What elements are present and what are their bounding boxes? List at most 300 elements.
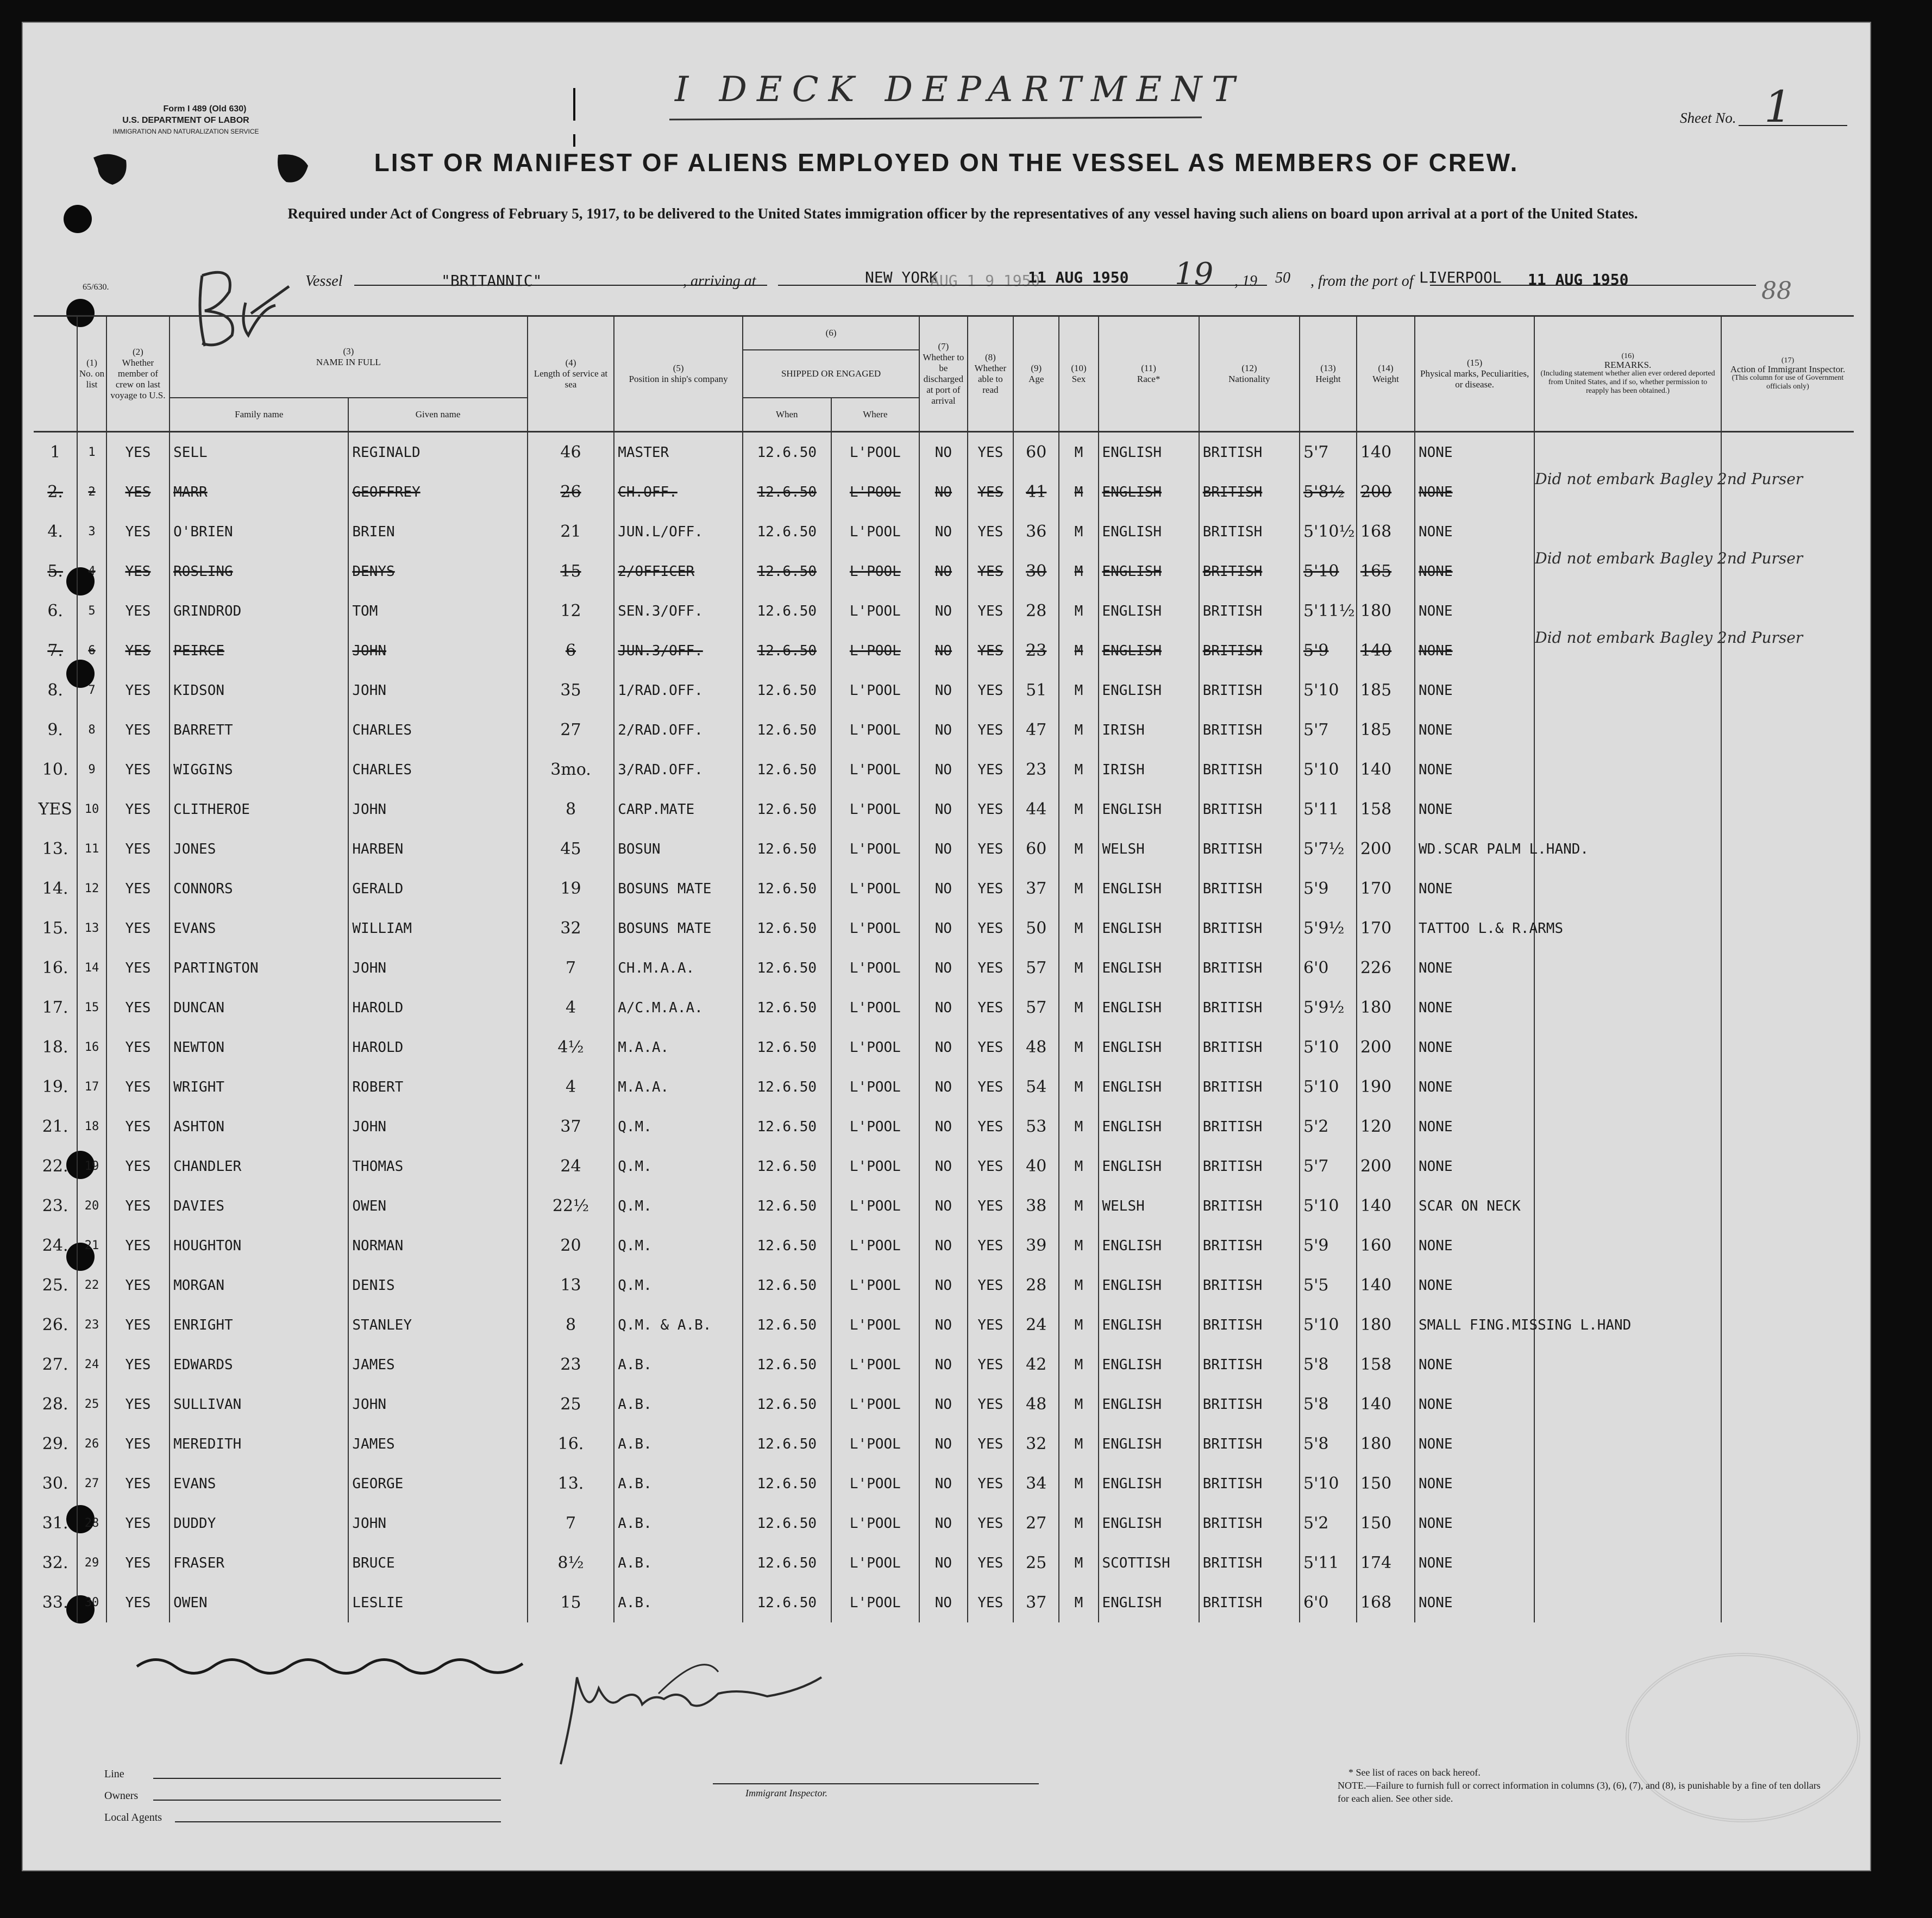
service-length: 35 (528, 670, 614, 710)
weight: 140 (1357, 1186, 1415, 1226)
inspector-action (1721, 1583, 1854, 1622)
discharged: NO (919, 512, 968, 551)
discharged: NO (919, 1583, 968, 1622)
sex: M (1059, 869, 1098, 908)
sheet-number: 1 (1764, 82, 1792, 132)
given-name: JOHN (348, 631, 527, 670)
reference-number: 65/630. (83, 283, 109, 292)
race: ENGLISH (1099, 869, 1199, 908)
margin-number: 4. (34, 512, 77, 551)
inspector-action (1721, 512, 1854, 551)
sex: M (1059, 1424, 1098, 1464)
remarks (1534, 1107, 1721, 1146)
height: 5'10 (1300, 1186, 1357, 1226)
line-label: Line (104, 1768, 124, 1780)
able-to-read: YES (968, 789, 1013, 829)
remarks (1534, 670, 1721, 710)
remarks (1534, 470, 1803, 512)
table-row (34, 908, 1854, 948)
owners-label: Owners (104, 1790, 139, 1802)
discharged: NO (919, 789, 968, 829)
col-num: (17) (1781, 356, 1795, 365)
sex: M (1059, 1146, 1098, 1186)
weight: 200 (1357, 829, 1415, 869)
service-length: 3mo. (528, 750, 614, 789)
height: 5'10 (1300, 1067, 1357, 1107)
table-row (34, 1265, 1854, 1305)
family-name: EVANS (170, 1464, 348, 1503)
weight: 165 (1357, 551, 1415, 591)
vessel-row (115, 256, 1854, 294)
inspector-action (1721, 869, 1854, 908)
race: ENGLISH (1099, 551, 1199, 591)
sex: M (1059, 1503, 1098, 1543)
departure-port: LIVERPOOL (1419, 268, 1502, 286)
race: IRISH (1099, 750, 1199, 789)
col-num: (10) (1071, 363, 1087, 373)
col-header: SHIPPED OR ENGAGED (781, 368, 881, 379)
position: 3/RAD.OFF. (614, 750, 743, 789)
weight: 150 (1357, 1503, 1415, 1543)
discharged: NO (919, 908, 968, 948)
weight: 200 (1357, 1027, 1415, 1067)
age: 23 (1013, 631, 1059, 670)
shipped-where: L'POOL (831, 551, 920, 591)
shipped-where: L'POOL (831, 1345, 920, 1384)
inspector-action (1721, 1027, 1854, 1067)
remarks (1534, 948, 1721, 988)
able-to-read: YES (968, 988, 1013, 1027)
given-name: HARBEN (348, 829, 527, 869)
age: 47 (1013, 710, 1059, 750)
arriving-label: , arriving at (683, 273, 756, 290)
age: 54 (1013, 1067, 1059, 1107)
height: 5'9 (1300, 1226, 1357, 1265)
service-length: 25 (528, 1384, 614, 1424)
age: 25 (1013, 1543, 1059, 1583)
margin-number: 15. (34, 908, 77, 948)
margin-number: 6. (34, 591, 77, 631)
list-number: 3 (77, 512, 106, 551)
able-to-read: YES (968, 1384, 1013, 1424)
nationality: BRITISH (1199, 591, 1300, 631)
physical-marks: NONE (1415, 551, 1534, 591)
race: ENGLISH (1099, 1067, 1199, 1107)
list-number: 27 (77, 1464, 106, 1503)
physical-marks: NONE (1415, 1384, 1534, 1424)
list-number: 29 (77, 1543, 106, 1583)
col-num: (7) (938, 341, 949, 352)
col-num: (16) (1621, 352, 1634, 360)
remarks (1534, 1345, 1721, 1384)
shipped-when: 12.6.50 (743, 472, 831, 512)
shipped-where: L'POOL (831, 472, 920, 512)
margin-number: 21. (34, 1107, 77, 1146)
prior-voyage: YES (106, 1503, 170, 1543)
physical-marks: NONE (1415, 1424, 1534, 1464)
weight: 185 (1357, 670, 1415, 710)
sex: M (1059, 1543, 1098, 1583)
height: 5'11½ (1300, 591, 1357, 631)
margin-number: 2. (34, 472, 77, 512)
able-to-read: YES (968, 869, 1013, 908)
discharged: NO (919, 1027, 968, 1067)
prior-voyage: YES (106, 710, 170, 750)
sex: M (1059, 1027, 1098, 1067)
discharged: NO (919, 710, 968, 750)
shipped-where: L'POOL (831, 1305, 920, 1345)
list-number: 7 (77, 670, 106, 710)
shipped-when: 12.6.50 (743, 988, 831, 1027)
table-row (34, 829, 1854, 869)
sex: M (1059, 789, 1098, 829)
shipped-where: L'POOL (831, 1186, 920, 1226)
given-name: CHARLES (348, 710, 527, 750)
inspector-action (1721, 1464, 1854, 1503)
weight: 140 (1357, 1384, 1415, 1424)
sex: M (1059, 1384, 1098, 1424)
nationality: BRITISH (1199, 1543, 1300, 1583)
given-name: CHARLES (348, 750, 527, 789)
remarks (1534, 1186, 1721, 1226)
table-row (34, 948, 1854, 988)
list-number: 13 (77, 908, 106, 948)
col-num: (15) (1466, 358, 1483, 368)
table-row (34, 1424, 1854, 1464)
family-name: GRINDROD (170, 591, 348, 631)
family-name: HOUGHTON (170, 1226, 348, 1265)
sex: M (1059, 551, 1098, 591)
table-row (34, 1067, 1854, 1107)
height: 5'10 (1300, 1464, 1357, 1503)
nationality: BRITISH (1199, 1067, 1300, 1107)
family-name: MORGAN (170, 1265, 348, 1305)
service-length: 16. (528, 1424, 614, 1464)
able-to-read: YES (968, 432, 1013, 473)
nationality: BRITISH (1199, 1186, 1300, 1226)
position: JUN.3/OFF. (614, 631, 743, 670)
able-to-read: YES (968, 1107, 1013, 1146)
physical-marks: NONE (1415, 789, 1534, 829)
race: ENGLISH (1099, 1464, 1199, 1503)
departure-date: 11 AUG 1950 (1528, 271, 1629, 289)
prior-voyage: YES (106, 631, 170, 670)
table-row (34, 1345, 1854, 1384)
list-number: 1 (77, 432, 106, 473)
discharged: NO (919, 1107, 968, 1146)
weight: 226 (1357, 948, 1415, 988)
table-row (34, 1107, 1854, 1146)
discharged: NO (919, 1503, 968, 1543)
sex: M (1059, 591, 1098, 631)
form-number: Form I 489 (Old 630) (163, 104, 247, 114)
remarks (1534, 750, 1721, 789)
service-length: 7 (528, 1503, 614, 1543)
physical-marks: NONE (1415, 432, 1534, 473)
physical-marks: NONE (1415, 1583, 1534, 1622)
prior-voyage: YES (106, 1265, 170, 1305)
inspector-action (1721, 472, 1854, 512)
remarks (1534, 1146, 1721, 1186)
position: M.A.A. (614, 1067, 743, 1107)
shipped-when: 12.6.50 (743, 869, 831, 908)
given-name: HAROLD (348, 1027, 527, 1067)
physical-marks: NONE (1415, 1464, 1534, 1503)
position: CH.OFF. (614, 472, 743, 512)
height: 5'7 (1300, 432, 1357, 473)
table-row (34, 670, 1854, 710)
age: 30 (1013, 551, 1059, 591)
given-name: GEORGE (348, 1464, 527, 1503)
able-to-read: YES (968, 1146, 1013, 1186)
nationality: BRITISH (1199, 908, 1300, 948)
margin-number: 23. (34, 1186, 77, 1226)
margin-number: 22. (34, 1146, 77, 1186)
position: Q.M. (614, 1265, 743, 1305)
prior-voyage: YES (106, 1345, 170, 1384)
nationality: BRITISH (1199, 948, 1300, 988)
able-to-read: YES (968, 1226, 1013, 1265)
discharged: NO (919, 432, 968, 473)
inspector-action (1721, 631, 1854, 670)
inspector-action (1721, 789, 1854, 829)
race: ENGLISH (1099, 1305, 1199, 1345)
sex: M (1059, 1226, 1098, 1265)
col-subheader: When (743, 398, 831, 432)
department-underline (669, 115, 1213, 126)
race: ENGLISH (1099, 908, 1199, 948)
prior-voyage: YES (106, 948, 170, 988)
physical-marks: WD.SCAR PALM L.HAND. (1415, 829, 1534, 869)
remarks (1534, 512, 1721, 551)
table-row (34, 631, 1854, 670)
height: 5'7 (1300, 1146, 1357, 1186)
prior-voyage: YES (106, 1067, 170, 1107)
age: 37 (1013, 869, 1059, 908)
sex: M (1059, 988, 1098, 1027)
age: 60 (1013, 432, 1059, 473)
remarks (1534, 1226, 1721, 1265)
shipped-where: L'POOL (831, 1146, 920, 1186)
shipped-where: L'POOL (831, 432, 920, 473)
immigrant-inspector-label: Immigrant Inspector. (745, 1788, 827, 1798)
shipped-when: 12.6.50 (743, 1305, 831, 1345)
table-row (34, 591, 1854, 631)
shipped-where: L'POOL (831, 869, 920, 908)
sex: M (1059, 1464, 1098, 1503)
vessel-label: Vessel (305, 273, 343, 290)
shipped-when: 12.6.50 (743, 1583, 831, 1622)
able-to-read: YES (968, 1186, 1013, 1226)
weight: 180 (1357, 1305, 1415, 1345)
shipped-where: L'POOL (831, 1384, 920, 1424)
nationality: BRITISH (1199, 869, 1300, 908)
race: ENGLISH (1099, 1583, 1199, 1622)
margin-number: 17. (34, 988, 77, 1027)
family-name: DUNCAN (170, 988, 348, 1027)
race: ENGLISH (1099, 1503, 1199, 1543)
able-to-read: YES (968, 1503, 1013, 1543)
margin-number: 25. (34, 1265, 77, 1305)
physical-marks: NONE (1415, 869, 1534, 908)
physical-marks: NONE (1415, 591, 1534, 631)
physical-marks: NONE (1415, 512, 1534, 551)
discharged: NO (919, 1265, 968, 1305)
col-header: Physical marks, Peculiarities, or disease. (1420, 368, 1529, 390)
margin-number: 8. (34, 670, 77, 710)
prior-voyage: YES (106, 1583, 170, 1622)
list-number: 2 (77, 472, 106, 512)
given-name: STANLEY (348, 1305, 527, 1345)
sex: M (1059, 908, 1098, 948)
margin-number: 18. (34, 1027, 77, 1067)
list-number: 22 (77, 1265, 106, 1305)
prior-voyage: YES (106, 1107, 170, 1146)
shipped-where: L'POOL (831, 1265, 920, 1305)
given-name: JOHN (348, 1503, 527, 1543)
line-field (153, 1778, 501, 1779)
family-name: NEWTON (170, 1027, 348, 1067)
shipped-when: 12.6.50 (743, 1226, 831, 1265)
shipped-when: 12.6.50 (743, 948, 831, 988)
given-name: ROBERT (348, 1067, 527, 1107)
inspector-action (1721, 908, 1854, 948)
list-number: 19 (77, 1146, 106, 1186)
weight: 200 (1357, 472, 1415, 512)
col-header: Whether able to read (974, 363, 1007, 395)
remarks (1534, 1305, 1721, 1345)
sex: M (1059, 829, 1098, 869)
race: WELSH (1099, 1186, 1199, 1226)
physical-marks: NONE (1415, 1146, 1534, 1186)
nationality: BRITISH (1199, 1265, 1300, 1305)
height: 5'8 (1300, 1424, 1357, 1464)
form-block (93, 103, 278, 137)
age: 36 (1013, 512, 1059, 551)
nationality: BRITISH (1199, 472, 1300, 512)
shipped-when: 12.6.50 (743, 1027, 831, 1067)
col-num: (4) (565, 358, 576, 368)
inspector-action (1721, 1107, 1854, 1146)
height: 5'11 (1300, 1543, 1357, 1583)
discharged: NO (919, 1424, 968, 1464)
prior-voyage: YES (106, 1027, 170, 1067)
shipped-when: 12.6.50 (743, 670, 831, 710)
margin-number: 5. (34, 551, 77, 591)
nationality: BRITISH (1199, 1583, 1300, 1622)
prior-voyage: YES (106, 1424, 170, 1464)
age: 57 (1013, 948, 1059, 988)
shipped-when: 12.6.50 (743, 908, 831, 948)
physical-marks: NONE (1415, 1265, 1534, 1305)
able-to-read: YES (968, 710, 1013, 750)
prior-voyage: YES (106, 869, 170, 908)
prior-voyage: YES (106, 670, 170, 710)
arrival-date: 11 AUG 1950 (1028, 268, 1129, 286)
weight: 200 (1357, 1146, 1415, 1186)
sex: M (1059, 1067, 1098, 1107)
able-to-read: YES (968, 512, 1013, 551)
weight: 140 (1357, 631, 1415, 670)
family-name: EVANS (170, 908, 348, 948)
family-name: CONNORS (170, 869, 348, 908)
weight: 174 (1357, 1543, 1415, 1583)
inspector-action (1721, 670, 1854, 710)
height: 6'0 (1300, 948, 1357, 988)
list-number: 8 (77, 710, 106, 750)
margin-number: 1 (34, 432, 77, 473)
race: ENGLISH (1099, 472, 1199, 512)
footer (23, 1756, 1870, 1870)
col-num: (9) (1031, 363, 1042, 373)
discharged: NO (919, 670, 968, 710)
family-name: EDWARDS (170, 1345, 348, 1384)
local-agents-field (175, 1821, 501, 1822)
shipped-when: 12.6.50 (743, 1265, 831, 1305)
local-agents-label: Local Agents (104, 1812, 162, 1823)
shipped-where: L'POOL (831, 948, 920, 988)
given-name: REGINALD (348, 432, 527, 473)
position: BOSUN (614, 829, 743, 869)
family-name: SELL (170, 432, 348, 473)
margin-number: 33. (34, 1583, 77, 1622)
prior-voyage: YES (106, 1384, 170, 1424)
age: 24 (1013, 1305, 1059, 1345)
discharged: NO (919, 1464, 968, 1503)
age: 51 (1013, 670, 1059, 710)
nationality: BRITISH (1199, 710, 1300, 750)
list-number: 15 (77, 988, 106, 1027)
position: A.B. (614, 1543, 743, 1583)
discharged: NO (919, 472, 968, 512)
service-length: 20 (528, 1226, 614, 1265)
remarks (1534, 591, 1721, 631)
sex: M (1059, 512, 1098, 551)
age: 50 (1013, 908, 1059, 948)
list-number: 12 (77, 869, 106, 908)
weight: 168 (1357, 1583, 1415, 1622)
inspector-action (1721, 1503, 1854, 1543)
race: ENGLISH (1099, 1027, 1199, 1067)
vessel-name: "BRITANNIC" (441, 272, 542, 290)
remark-text: Did not embark Bagley 2nd Purser (1535, 470, 1803, 488)
inspector-action (1721, 829, 1854, 869)
given-name: THOMAS (348, 1146, 527, 1186)
sex: M (1059, 472, 1098, 512)
service-length: 23 (528, 1345, 614, 1384)
height: 5'10 (1300, 1305, 1357, 1345)
prior-voyage: YES (106, 512, 170, 551)
given-name: JOHN (348, 789, 527, 829)
shipped-when: 12.6.50 (743, 829, 831, 869)
discharged: NO (919, 1226, 968, 1265)
remarks (1534, 988, 1721, 1027)
inspector-action (1721, 1305, 1854, 1345)
department-name: U.S. DEPARTMENT OF LABOR (122, 116, 249, 125)
service-length: 46 (528, 432, 614, 473)
discharged: NO (919, 1186, 968, 1226)
margin-number: 32. (34, 1543, 77, 1583)
age: 48 (1013, 1384, 1059, 1424)
race: ENGLISH (1099, 1384, 1199, 1424)
height: 5'9 (1300, 631, 1357, 670)
family-name: ROSLING (170, 551, 348, 591)
age: 39 (1013, 1226, 1059, 1265)
manifest-sheet (22, 22, 1871, 1871)
col-header: Whether to be discharged at port of arrival (923, 352, 964, 406)
physical-marks: TATTOO L.& R.ARMS (1415, 908, 1534, 948)
age: 28 (1013, 591, 1059, 631)
